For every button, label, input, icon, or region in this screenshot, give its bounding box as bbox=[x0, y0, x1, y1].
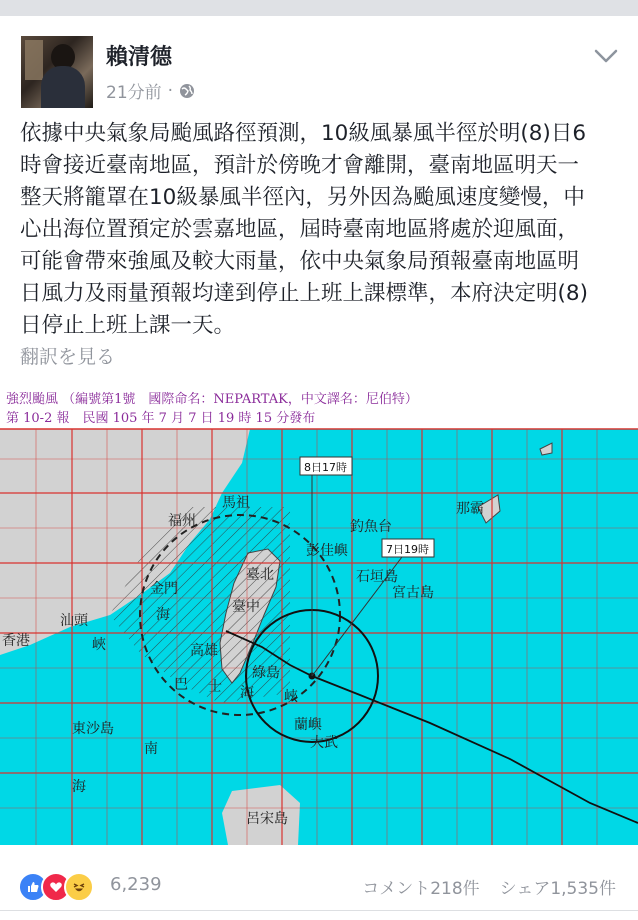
place-label: 福州 bbox=[168, 513, 196, 529]
chevron-down-icon[interactable] bbox=[590, 44, 622, 68]
avatar-background bbox=[25, 40, 43, 80]
place-label: 蘭嶼 bbox=[294, 717, 322, 733]
meta-separator: · bbox=[167, 80, 174, 101]
reaction-count[interactable]: 6,239 bbox=[110, 874, 162, 895]
post-line: 依據中央氣象局颱風路徑預測，10級風暴風半徑於明(8)日6 bbox=[20, 121, 586, 146]
post-meta bbox=[106, 78, 195, 103]
author-avatar[interactable] bbox=[21, 36, 93, 108]
place-label: 香港 bbox=[2, 633, 30, 649]
comment-count[interactable]: コメント218件 bbox=[362, 879, 480, 899]
engagement-counts bbox=[362, 874, 616, 899]
post-time[interactable]: 21分前 bbox=[106, 83, 162, 103]
post-line: 日風力及雨量預報均達到停止上班上課標準，本府決定明(8) bbox=[20, 281, 588, 306]
reactions[interactable] bbox=[18, 872, 87, 902]
place-label: 宮古島 bbox=[392, 585, 434, 601]
typhoon-map-image[interactable] bbox=[0, 383, 638, 845]
place-label: 呂宋島 bbox=[246, 811, 288, 827]
place-label: 峽 bbox=[284, 689, 298, 705]
haha-icon bbox=[64, 872, 94, 902]
map-header-issue: 第 10-2 報 民國 105 年 7 月 7 日 19 時 15 分發布 bbox=[6, 411, 316, 426]
place-label: 高雄 bbox=[190, 643, 218, 659]
place-label: 金門 bbox=[150, 581, 178, 597]
map-header-title: 強烈颱風 （編號第1號 國際命名：NEPARTAK，中文譯名：尼伯特） bbox=[6, 392, 418, 407]
author-name[interactable]: 賴清德 bbox=[106, 45, 173, 70]
place-label: 臺北 bbox=[246, 567, 274, 583]
place-label: 石垣島 bbox=[356, 569, 398, 585]
post-line: 可能會帶來強風及較大雨量，依中央氣象局預報臺南地區明 bbox=[20, 249, 580, 274]
share-count[interactable]: シェア1,535件 bbox=[499, 879, 616, 899]
place-label: 彭佳嶼 bbox=[306, 543, 348, 559]
place-label: 大武 bbox=[310, 735, 338, 751]
top-bar bbox=[0, 0, 638, 16]
post-line: 整天將籠罩在10級暴風半徑內，另外因為颱風速度變慢，中 bbox=[20, 185, 585, 210]
see-translation-link[interactable]: 翻訳を見る bbox=[20, 346, 116, 368]
post-text bbox=[20, 118, 620, 342]
avatar-body bbox=[41, 66, 85, 108]
post-line: 時會接近臺南地區，預計於傍晚才會離開，臺南地區明天一 bbox=[20, 153, 580, 178]
globe-icon bbox=[179, 83, 195, 99]
place-label: 峽 bbox=[92, 637, 106, 653]
map-label-7: 7日19時 bbox=[386, 543, 429, 556]
place-label: 士 bbox=[208, 679, 222, 695]
footer-divider bbox=[0, 910, 638, 911]
place-label: 海 bbox=[240, 685, 254, 701]
post-line: 心出海位置預定於雲嘉地區，屆時臺南地區將處於迎風面， bbox=[20, 217, 580, 242]
place-label: 南 bbox=[144, 741, 158, 757]
place-label: 海 bbox=[72, 779, 86, 795]
typhoon-map bbox=[0, 383, 638, 845]
place-label: 海 bbox=[156, 607, 170, 623]
place-label: 馬祖 bbox=[222, 495, 250, 511]
post-line: 日停止上班上課一天。 bbox=[20, 313, 236, 338]
place-label: 臺中 bbox=[232, 599, 260, 615]
place-label: 綠島 bbox=[252, 665, 280, 681]
place-label: 巴 bbox=[174, 677, 188, 693]
map-label-8: 8日17時 bbox=[304, 461, 347, 474]
place-label: 汕頭 bbox=[60, 613, 88, 629]
place-label: 釣魚台 bbox=[350, 519, 392, 535]
place-label: 東沙島 bbox=[72, 721, 114, 737]
place-label: 那霸 bbox=[456, 501, 484, 517]
